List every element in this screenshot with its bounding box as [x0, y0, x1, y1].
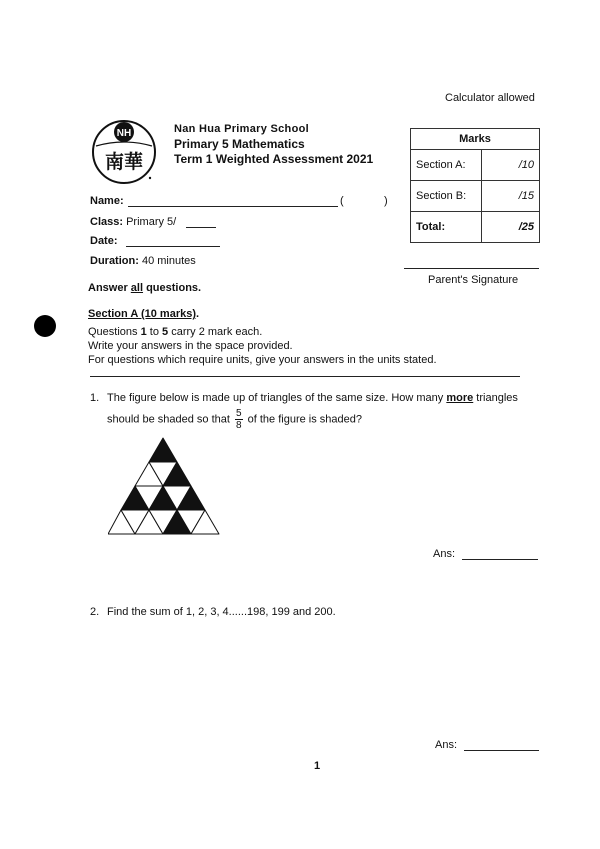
school-name: Nan Hua Primary School [174, 123, 309, 135]
question-1-answer-field[interactable] [462, 559, 538, 560]
school-logo [90, 118, 158, 186]
answer-all-instruction: Answer all questions. [88, 282, 202, 294]
marks-table [410, 128, 540, 243]
section-a-line1: Questions 1 to 5 carry 2 mark each. [88, 326, 263, 338]
question-1-emphasis: more [446, 392, 474, 404]
question-2-text: Find the sum of 1, 2, 3, 4......198, 199 and 200. [107, 606, 336, 618]
marks-value: /25 [481, 212, 539, 243]
assessment-title: Term 1 Weighted Assessment 2021 [174, 152, 374, 166]
binder-hole [34, 315, 56, 337]
section-a-title: Section A (10 marks) [88, 308, 197, 320]
duration-value: 40 minutes [141, 255, 196, 267]
triangle-figure [108, 436, 222, 536]
date-label: Date: [90, 235, 118, 247]
parent-signature-label: Parent's Signature [428, 274, 519, 286]
question-1-text-line2: should be shaded so that $\frac{5}{8}$ of the figure is shaded? [107, 408, 362, 431]
paren-open: ( [340, 195, 344, 207]
marks-label: Section A: [411, 150, 482, 181]
section-divider [90, 376, 520, 377]
marks-value: /15 [481, 181, 539, 212]
question-2-answer-label: Ans: [435, 739, 458, 751]
calculator-note: Calculator allowed [445, 92, 535, 104]
question-1-text: The figure below is made up of triangles of the same size. How many more triangles [107, 392, 518, 404]
fraction-five-eighths: $\frac{5}{8}$ [236, 408, 242, 431]
class-label: Class: [90, 216, 124, 228]
triangle-shaded [149, 438, 177, 462]
date-field[interactable] [126, 246, 220, 247]
paren-close: ) [384, 195, 388, 207]
marks-row [411, 150, 540, 181]
class-field[interactable] [186, 227, 216, 228]
section-a-heading: Section A (10 marks). [88, 308, 200, 320]
parent-signature-line[interactable] [404, 268, 539, 269]
name-label: Name: [90, 195, 124, 207]
marks-label: Section B: [411, 181, 482, 212]
page-number: 1 [314, 760, 321, 772]
question-2-number: 2. [90, 606, 100, 618]
class-value: Primary 5/ [126, 216, 177, 228]
question-1-number: 1. [90, 392, 100, 404]
question-1-answer-label: Ans: [433, 548, 456, 560]
name-field[interactable] [128, 206, 338, 207]
marks-table-title: Marks [411, 129, 540, 150]
section-a-line2: Write your answers in the space provided. [88, 340, 293, 352]
section-a-line3: For questions which require units, give your answers in the units stated. [88, 354, 437, 366]
answer-all-emphasis: all [130, 282, 144, 294]
duration-label: Duration: [90, 255, 139, 267]
question-2-answer-field[interactable] [464, 750, 539, 751]
marks-value: /10 [481, 150, 539, 181]
marks-row [411, 181, 540, 212]
subject-title: Primary 5 Mathematics [174, 137, 305, 151]
marks-row [411, 212, 540, 243]
logo-chinese-text: 南華 [104, 151, 144, 173]
marks-label: Total: [411, 212, 482, 243]
logo-monogram: NH [116, 128, 132, 139]
